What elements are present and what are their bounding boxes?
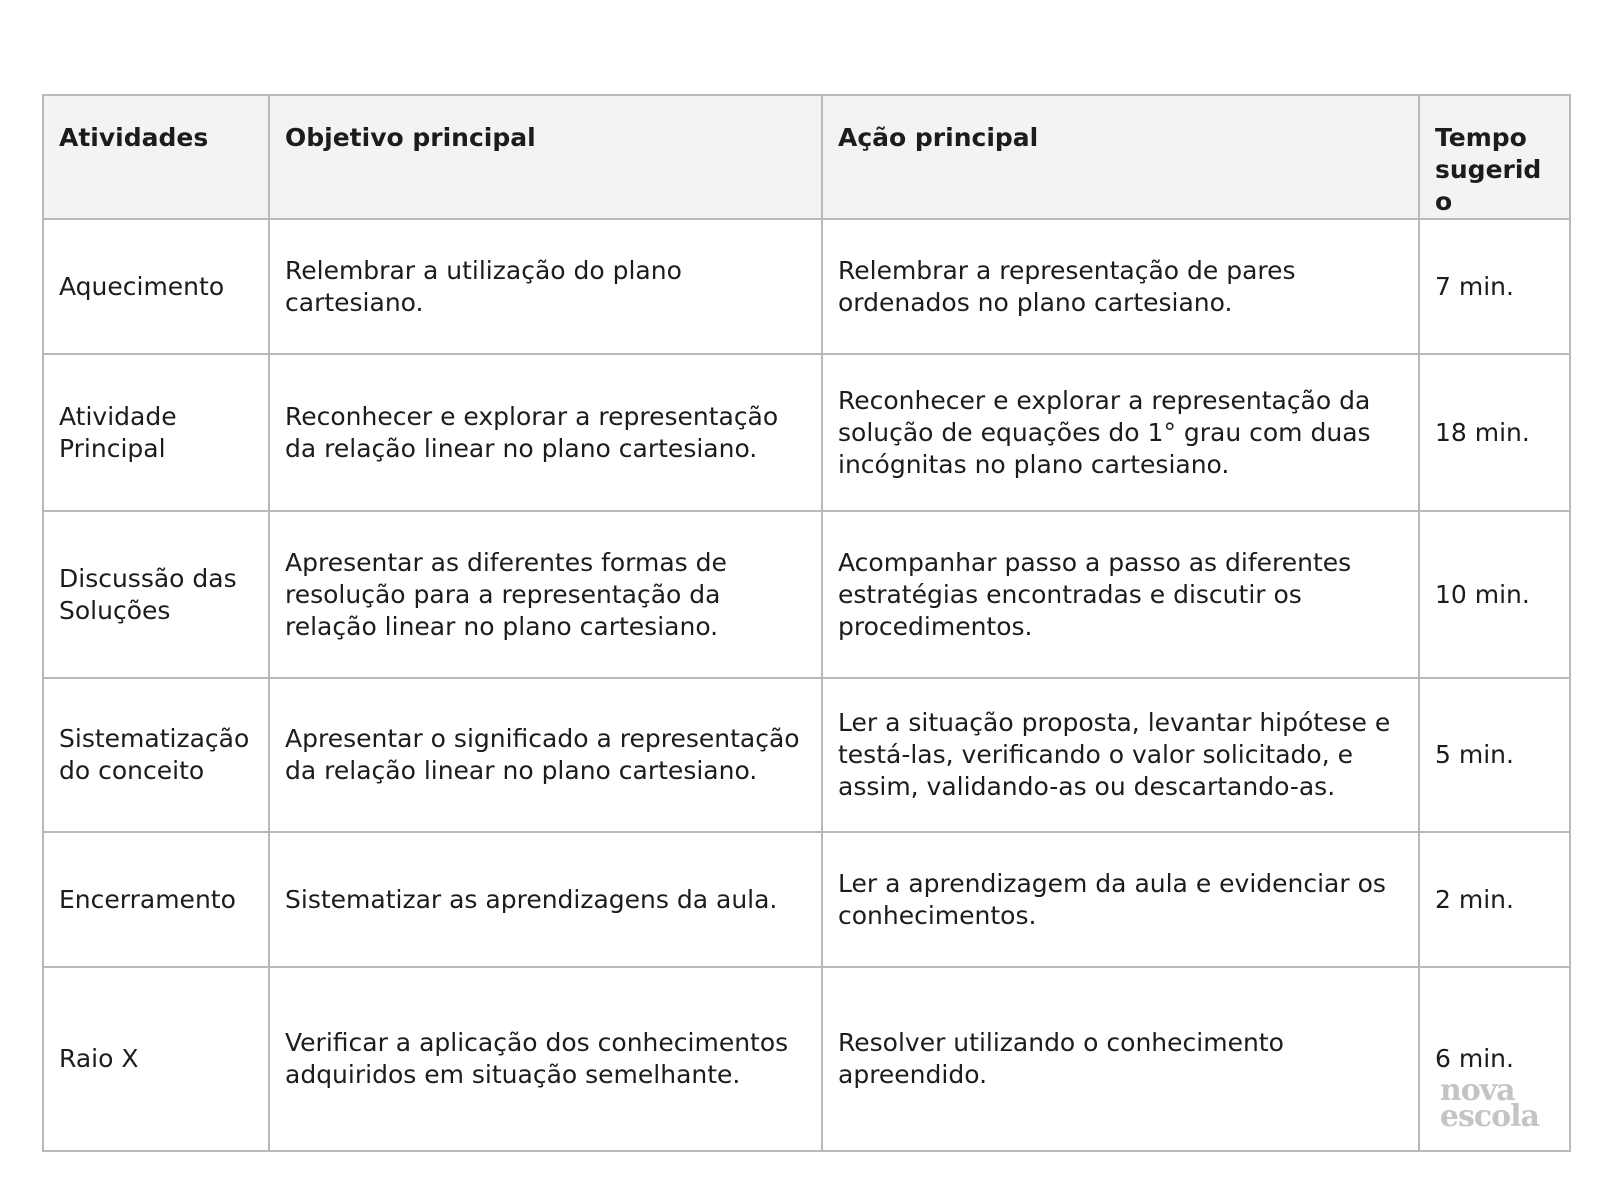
table-row	[43, 967, 1570, 1151]
header-acao: Ação principal	[822, 95, 1419, 219]
header-atividades: Atividades	[43, 95, 269, 219]
cell-acao: Acompanhar passo a passo as diferentes estratégias encontradas e discutir os procedimentos.	[822, 511, 1419, 678]
table-row	[43, 832, 1570, 967]
cell-tempo: 5 min.	[1419, 678, 1570, 832]
cell-acao: Relembrar a representação de pares ordenados no plano cartesiano.	[822, 219, 1419, 354]
cell-objetivo: Reconhecer e explorar a representação da relação linear no plano cartesiano.	[269, 354, 822, 511]
cell-tempo: 18 min.	[1419, 354, 1570, 511]
cell-acao: Ler a aprendizagem da aula e evidenciar os conhecimentos.	[822, 832, 1419, 967]
cell-tempo: 2 min.	[1419, 832, 1570, 967]
table-row	[43, 678, 1570, 832]
lesson-plan-table	[42, 94, 1571, 1152]
table-row	[43, 354, 1570, 511]
cell-atividade: Encerramento	[43, 832, 269, 967]
cell-atividade: Aquecimento	[43, 219, 269, 354]
header-objetivo: Objetivo principal	[269, 95, 822, 219]
cell-objetivo: Apresentar o significado a representação da relação linear no plano cartesiano.	[269, 678, 822, 832]
table-header-row	[43, 95, 1570, 219]
cell-tempo: 10 min.	[1419, 511, 1570, 678]
cell-objetivo: Relembrar a utilização do plano cartesiano.	[269, 219, 822, 354]
cell-atividade: Discussão das Soluções	[43, 511, 269, 678]
table-row	[43, 511, 1570, 678]
cell-acao: Ler a situação proposta, levantar hipótese e testá-las, verificando o valor solicitado, e assim, validando-as ou descartando-as.	[822, 678, 1419, 832]
cell-tempo: 7 min.	[1419, 219, 1570, 354]
cell-atividade: Atividade Principal	[43, 354, 269, 511]
cell-objetivo: Apresentar as diferentes formas de resolução para a representação da relação linear no plano cartesiano.	[269, 511, 822, 678]
cell-tempo	[1419, 967, 1570, 1151]
cell-objetivo: Verificar a aplicação dos conhecimentos adquiridos em situação semelhante.	[269, 967, 822, 1151]
nova-escola-logo	[1439, 1073, 1539, 1134]
header-tempo: Tempo sugerido	[1419, 95, 1570, 219]
cell-acao: Reconhecer e explorar a representação da solução de equações do 1° grau com duas incógnitas no plano cartesiano.	[822, 354, 1419, 511]
cell-atividade: Sistematização do conceito	[43, 678, 269, 832]
cell-objetivo: Sistematizar as aprendizagens da aula.	[269, 832, 822, 967]
logo-line-nova: nova	[1439, 1073, 1515, 1108]
cell-atividade: Raio X	[43, 967, 269, 1151]
cell-acao: Resolver utilizando o conhecimento apreendido.	[822, 967, 1419, 1151]
logo-line-escola: escola	[1439, 1099, 1539, 1134]
table-row	[43, 219, 1570, 354]
cell-tempo-text: 6 min.	[1435, 1044, 1514, 1073]
